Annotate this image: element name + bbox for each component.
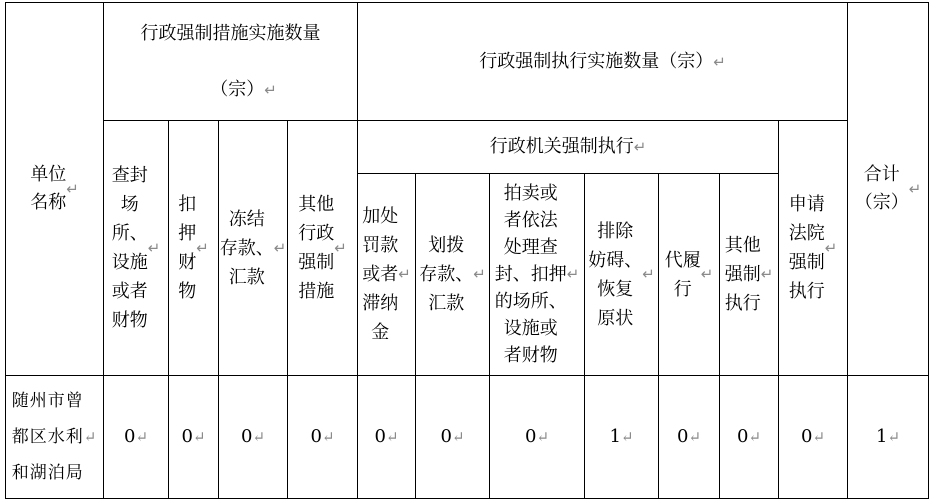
value-transfer: 0 ↵ (440, 426, 465, 447)
header-seal: 查封 场 所、 设施 或者 财物 ↵ (111, 165, 161, 331)
value-auction: 0 ↵ (524, 426, 550, 447)
header-measures-line2: （宗） (210, 78, 265, 100)
value-court-enforcement: 0 ↵ (800, 426, 826, 447)
value-total: 1 ↵ (875, 426, 901, 447)
value-seize: 0 ↵ (181, 426, 206, 447)
header-total: 合计 （宗） ↵ (854, 164, 922, 213)
table-border-right (928, 2, 929, 499)
header-enforcement-group: 行政强制执行实施数量（宗） ↵ (479, 50, 726, 72)
header-admin-enforcement: 行政机关强制执行 ↵ (489, 136, 647, 157)
header-other-enforcement: 其他 强制 执行 ↵ (724, 235, 774, 314)
header-unit-name: 单位 名称 ↵ (30, 164, 79, 213)
header-auction: 拍卖或 者依法 处理查 封、扣押 的场所、 设施或 者财物 ↵ (494, 183, 580, 366)
header-fine: 加处 罚款 或者 滞纳 金 ↵ (362, 206, 411, 343)
header-freeze: 冻结 存款、 汇款 ↵ (219, 208, 287, 288)
value-remove-obstruction: 1 ↵ (609, 426, 634, 447)
value-seal: 0 ↵ (123, 426, 149, 447)
table-border-bottom (5, 498, 929, 499)
header-other-measures: 其他 行政 强制 措施 ↵ (298, 194, 347, 302)
value-other-enforcement: 0 ↵ (736, 426, 762, 447)
header-court-enforcement: 申请 法院 强制 执行 ↵ (788, 194, 838, 302)
header-remove-obstruction: 排除 妨碍、 恢复 原状 ↵ (588, 220, 655, 329)
value-other-measures: 0 ↵ (310, 426, 335, 447)
row-unit-name: 随州市曾 都区水利 和湖泊局 ↵ (11, 391, 98, 483)
value-substitute: 0 ↵ (676, 426, 702, 447)
header-measures-line1: 行政强制措施实施数量 (140, 22, 321, 44)
value-freeze: 0 ↵ (240, 426, 266, 447)
header-seize: 扣 押 财 物 ↵ (178, 194, 209, 302)
header-substitute: 代履 行 ↵ (664, 249, 714, 300)
value-fine: 0 ↵ (374, 426, 399, 447)
header-transfer: 划拨 存款、 汇款 ↵ (419, 235, 486, 314)
header-measures-group: 行政强制措施实施数量 （宗）↵ (140, 22, 321, 100)
